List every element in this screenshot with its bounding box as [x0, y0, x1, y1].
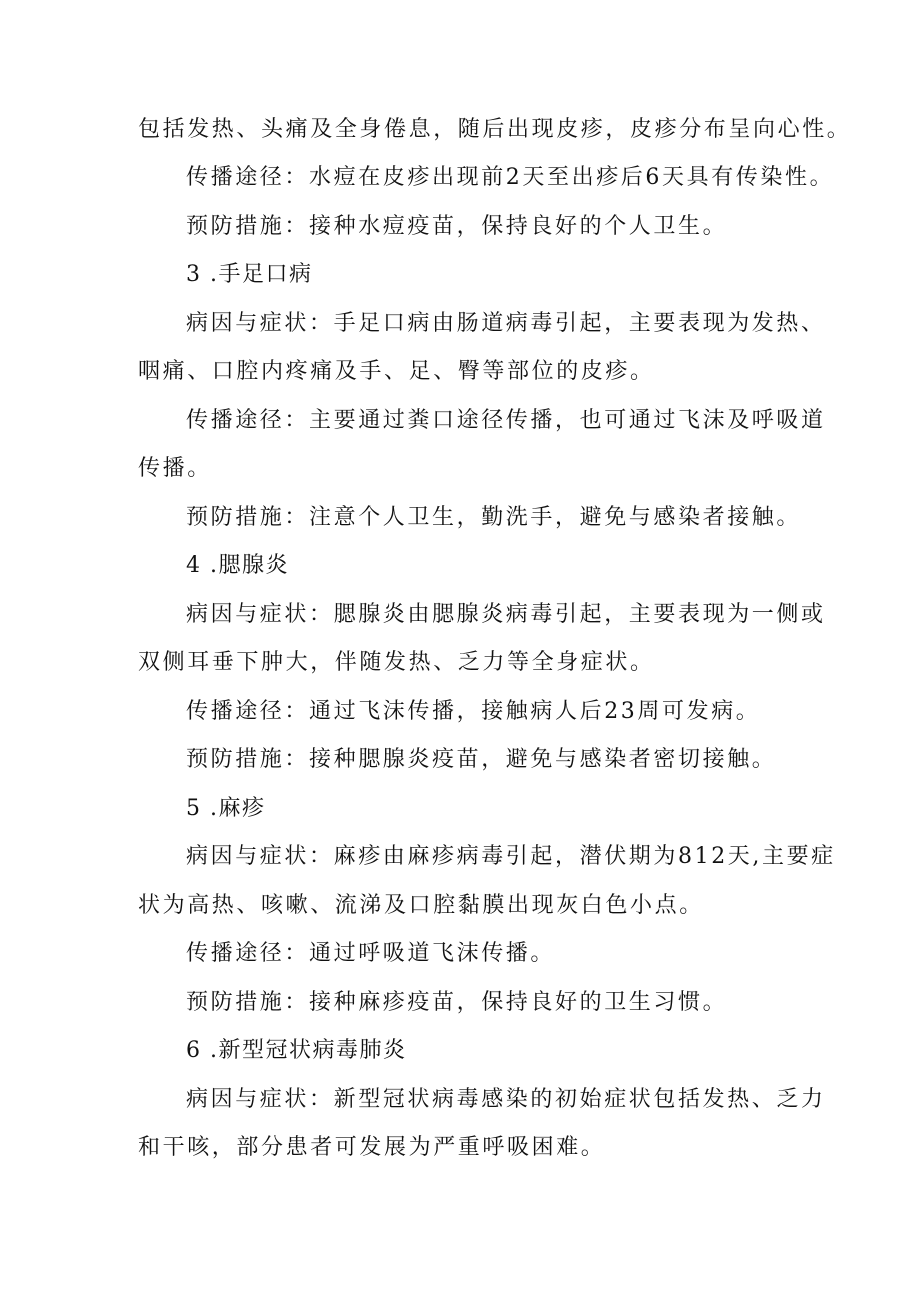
- paragraph-line: 和干咳，部分患者可发展为严重呼吸困难。: [138, 1135, 606, 1160]
- section-heading: 3 .手足口病: [186, 262, 313, 287]
- paragraph-line: 传播途径：水痘在皮疹出现前2天至出疹后6天具有传染性。: [186, 165, 835, 190]
- paragraph-line: 预防措施：注意个人卫生，勤洗手，避免与感染者接触。: [186, 505, 802, 530]
- paragraph-line: 传播。: [138, 456, 212, 481]
- paragraph-line: 状为高热、咳嗽、流涕及口腔黏膜出现灰白色小点。: [138, 893, 704, 918]
- paragraph-line: 预防措施：接种腮腺炎疫苗，避免与感染者密切接触。: [186, 747, 777, 772]
- paragraph-line: 病因与症状：手足口病由肠道病毒引起，主要表现为发热、: [186, 311, 826, 336]
- paragraph-line: 病因与症状：腮腺炎由腮腺炎病毒引起，主要表现为一侧或: [186, 602, 826, 627]
- section-heading: 4 .腮腺炎: [186, 553, 289, 578]
- paragraph-line: 传播途径：主要通过粪口途径传播，也可通过飞沫及呼吸道: [186, 408, 826, 433]
- paragraph-line: 传播途径：通过飞沫传播，接触病人后23周可发病。: [186, 699, 761, 724]
- section-heading: 6 .新型冠状病毒肺炎: [186, 1038, 407, 1063]
- paragraph-line: 预防措施：接种麻疹疫苗，保持良好的卫生习惯。: [186, 990, 728, 1015]
- paragraph-line: 传播途径：通过呼吸道飞沫传播。: [186, 941, 556, 966]
- paragraph-line: 预防措施：接种水痘疫苗，保持良好的个人卫生。: [186, 214, 728, 239]
- paragraph-line: 病因与症状：新型冠状病毒感染的初始症状包括发热、乏力: [186, 1087, 826, 1112]
- paragraph-line: 病因与症状：麻疹由麻疹病毒引起，潜伏期为812天,主要症: [186, 844, 836, 869]
- paragraph-line: 双侧耳垂下肿大，伴随发热、乏力等全身症状。: [138, 650, 655, 675]
- paragraph-line: 咽痛、口腔内疼痛及手、足、臀等部位的皮疹。: [138, 359, 655, 384]
- section-heading: 5 .麻疹: [186, 796, 266, 821]
- paragraph-line: 包括发热、头痛及全身倦息，随后出现皮疹，皮疹分布呈向心性。: [138, 117, 852, 142]
